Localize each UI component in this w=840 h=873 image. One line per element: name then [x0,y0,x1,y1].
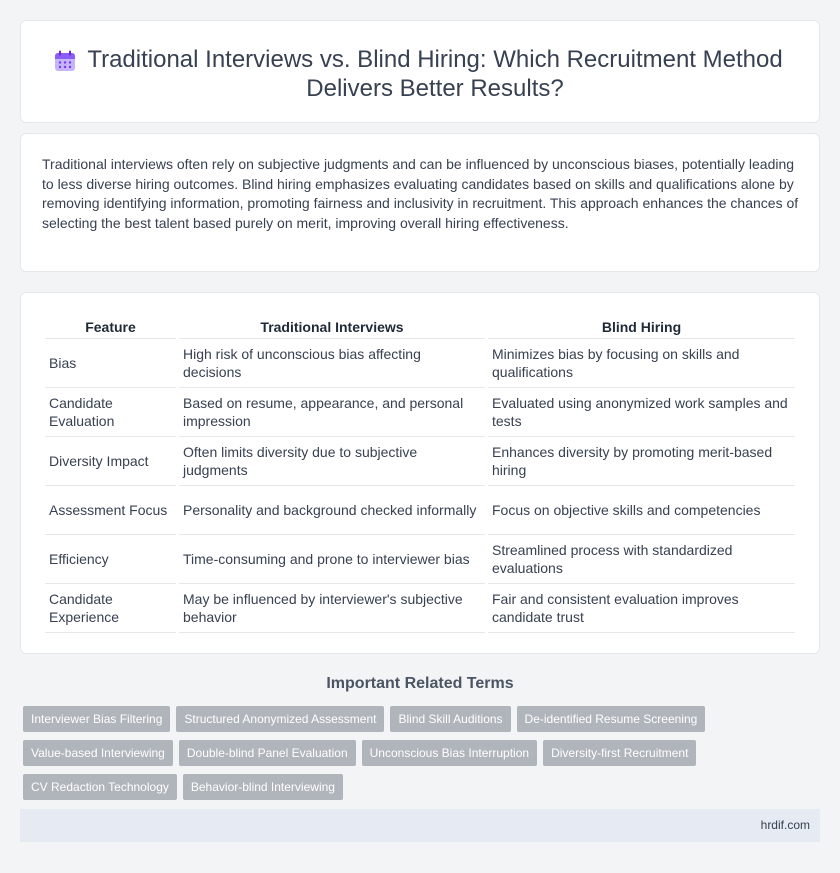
footer-bar [20,809,820,842]
table-row [45,584,795,633]
blind-cell: Focus on objective skills and competencies [488,486,795,535]
comparison-table [42,315,798,633]
intro-card [20,133,820,272]
related-term-tag[interactable]: Structured Anonymized Assessment [176,706,384,732]
table-row [45,388,795,437]
related-term-tag[interactable]: Behavior-blind Interviewing [183,774,343,800]
table-row [45,339,795,388]
traditional-cell: Based on resume, appearance, and personal impression [179,388,485,437]
feature-cell: Bias [45,339,176,388]
blind-cell: Enhances diversity by promoting merit-based hiring [488,437,795,486]
blind-cell: Streamlined process with standardized evaluations [488,535,795,584]
traditional-cell: High risk of unconscious bias affecting decisions [179,339,485,388]
header-feature: Feature [45,315,176,339]
feature-cell: Assessment Focus [45,486,176,535]
feature-cell: Candidate Experience [45,584,176,633]
related-term-tag[interactable]: Interviewer Bias Filtering [23,706,170,732]
related-term-tag[interactable]: CV Redaction Technology [23,774,177,800]
related-term-tag[interactable]: Blind Skill Auditions [390,706,510,732]
table-row [45,535,795,584]
header-blind: Blind Hiring [488,315,795,339]
intro-paragraph: Traditional interviews often rely on subjective judgments and can be influenced by unconscious biases, potentially leading to less diverse hiring outcomes. Blind hiring emphasizes evaluating candidates based on skills and qualifications alone by removing identifying information, promoting fairness and inclusivity in recruitment. This approach enhances the chances of selecting the best talent based purely on merit, improving overall hiring effectiveness. [42,156,799,231]
blind-cell: Minimizes bias by focusing on skills and qualifications [488,339,795,388]
feature-cell: Diversity Impact [45,437,176,486]
related-term-tag[interactable]: Diversity-first Recruitment [543,740,696,766]
header-traditional: Traditional Interviews [179,315,485,339]
feature-cell: Candidate Evaluation [45,388,176,437]
title-card [20,20,820,123]
blind-cell: Evaluated using anonymized work samples and tests [488,388,795,437]
table-row [45,437,795,486]
traditional-cell: Often limits diversity due to subjective judgments [179,437,485,486]
related-terms-tags [23,706,723,800]
footer-site-link[interactable]: hrdif.com [760,818,810,832]
page-title: Traditional Interviews vs. Blind Hiring: Which Recruitment Method Delivers Better Results? [87,46,783,102]
table-header-row [45,315,795,339]
related-term-tag[interactable]: De-identified Resume Screening [517,706,706,732]
feature-cell: Efficiency [45,535,176,584]
related-term-tag[interactable]: Double-blind Panel Evaluation [179,740,356,766]
comparison-table-card [20,292,820,654]
blind-cell: Fair and consistent evaluation improves candidate trust [488,584,795,633]
traditional-cell: Personality and background checked informally [179,486,485,535]
related-terms-title: Important Related Terms [326,675,514,692]
traditional-cell: May be influenced by interviewer's subjective behavior [179,584,485,633]
traditional-cell: Time-consuming and prone to interviewer bias [179,535,485,584]
related-term-tag[interactable]: Value-based Interviewing [23,740,173,766]
related-term-tag[interactable]: Unconscious Bias Interruption [362,740,537,766]
table-row [45,486,795,535]
